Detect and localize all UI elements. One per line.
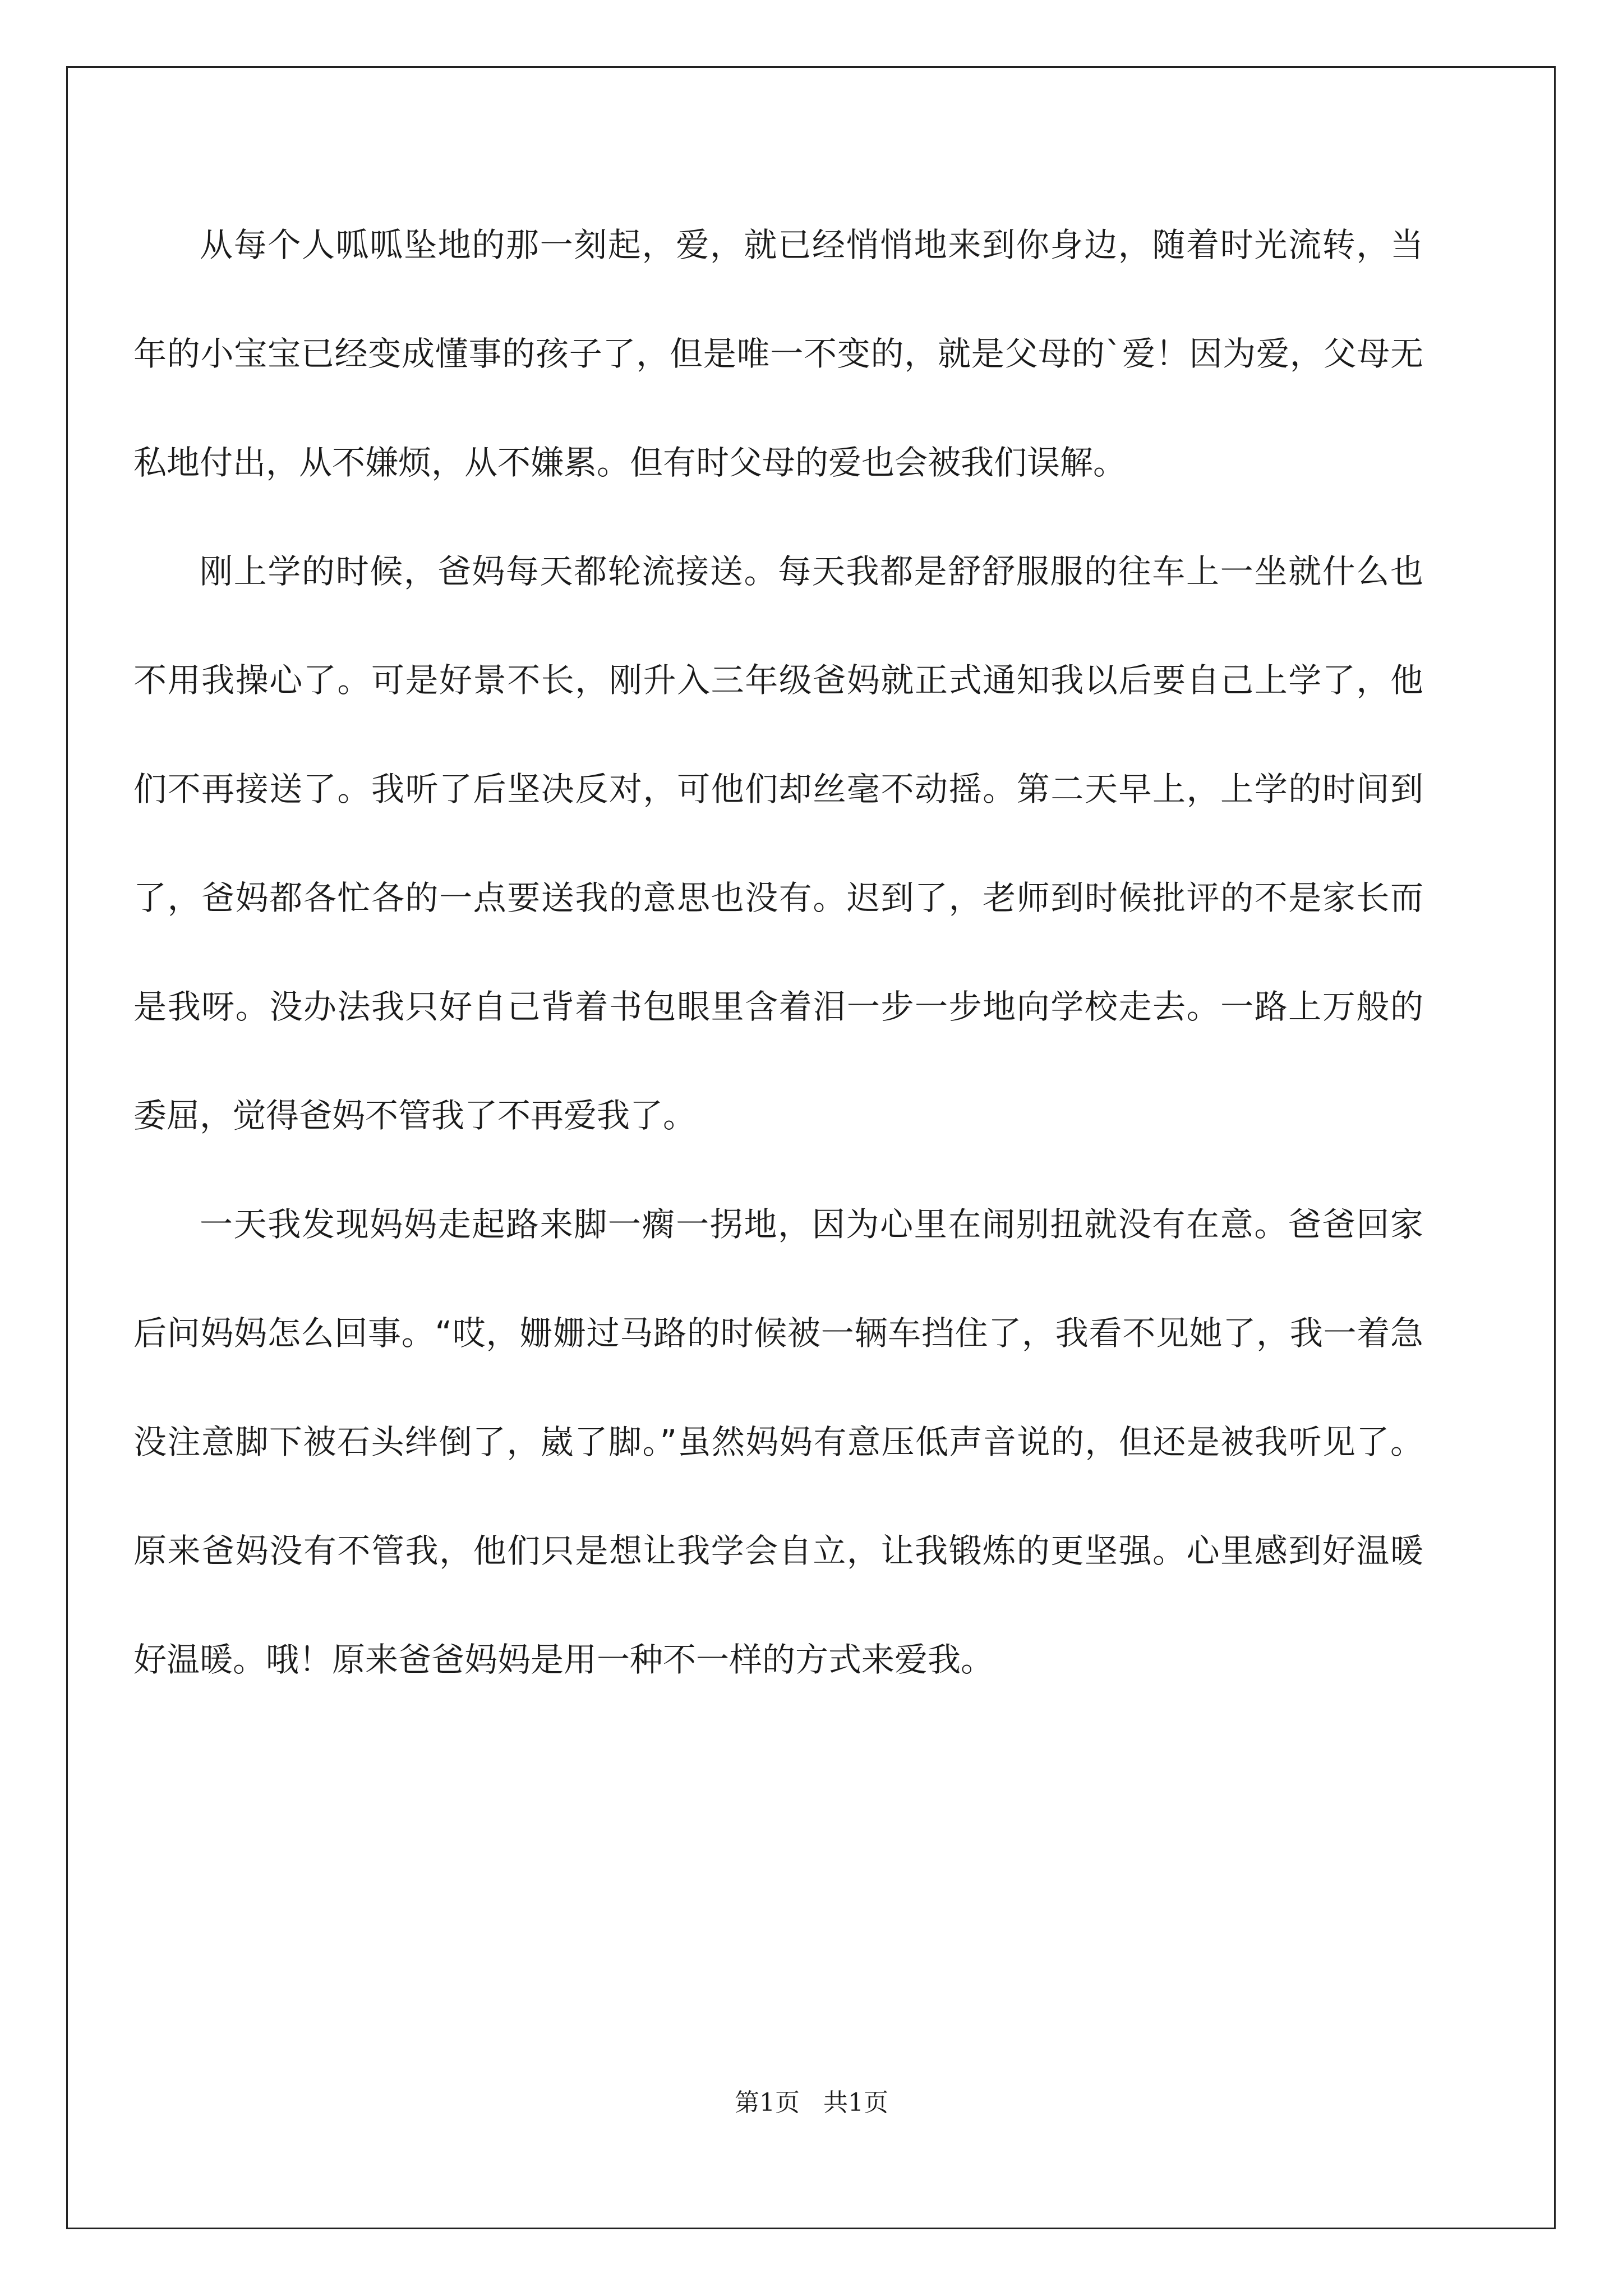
paragraph-2: 刚上学的时候，爸妈每天都轮流接送。每天我都是舒舒服服的往车上一坐就什么也不用我操心了。可是好景不长，刚升入三年级爸妈就正式通知我以后要自己上学了，他们不再接送了。我听了后坚决反对，可他们却丝毫不动摇。第二天早上，上学的时间到了，爸妈都各忙各的一点要送我的意思也没有。迟到了，老师到时候批评的不是家长而是我呀。没办法我只好自己背着书包眼里含着泪一步一步地向学校走去。一路上万般的委屈，觉得爸妈不管我了不再爱我了。	[133, 552, 1423, 1135]
paragraph-3: 一天我发现妈妈走起路来脚一瘸一拐地，因为心里在闹别扭就没有在意。爸爸回家后问妈妈怎么回事。“哎，姗姗过马路的时候被一辆车挡住了，我看不见她了，我一着急没注意脚下被石头绊倒了，崴了脚。”虽然妈妈有意压低声音说的，但还是被我听见了。原来爸妈没有不管我，他们只是想让我学会自立，让我锻炼的更坚强。心里感到好温暖好温暖。哦！原来爸爸妈妈是用一种不一样的方式来爱我。	[133, 1205, 1423, 1679]
page-footer: 第1页 共1页	[735, 2088, 888, 2117]
document-body	[133, 191, 1423, 1714]
paragraph-1: 从每个人呱呱坠地的那一刻起，爱，就已经悄悄地来到你身边，随着时光流转，当年的小宝宝已经变成懂事的孩子了，但是唯一不变的，就是父母的`爱！因为爱，父母无私地付出，从不嫌烦，从不嫌累。但有时父母的爱也会被我们误解。	[133, 226, 1423, 482]
